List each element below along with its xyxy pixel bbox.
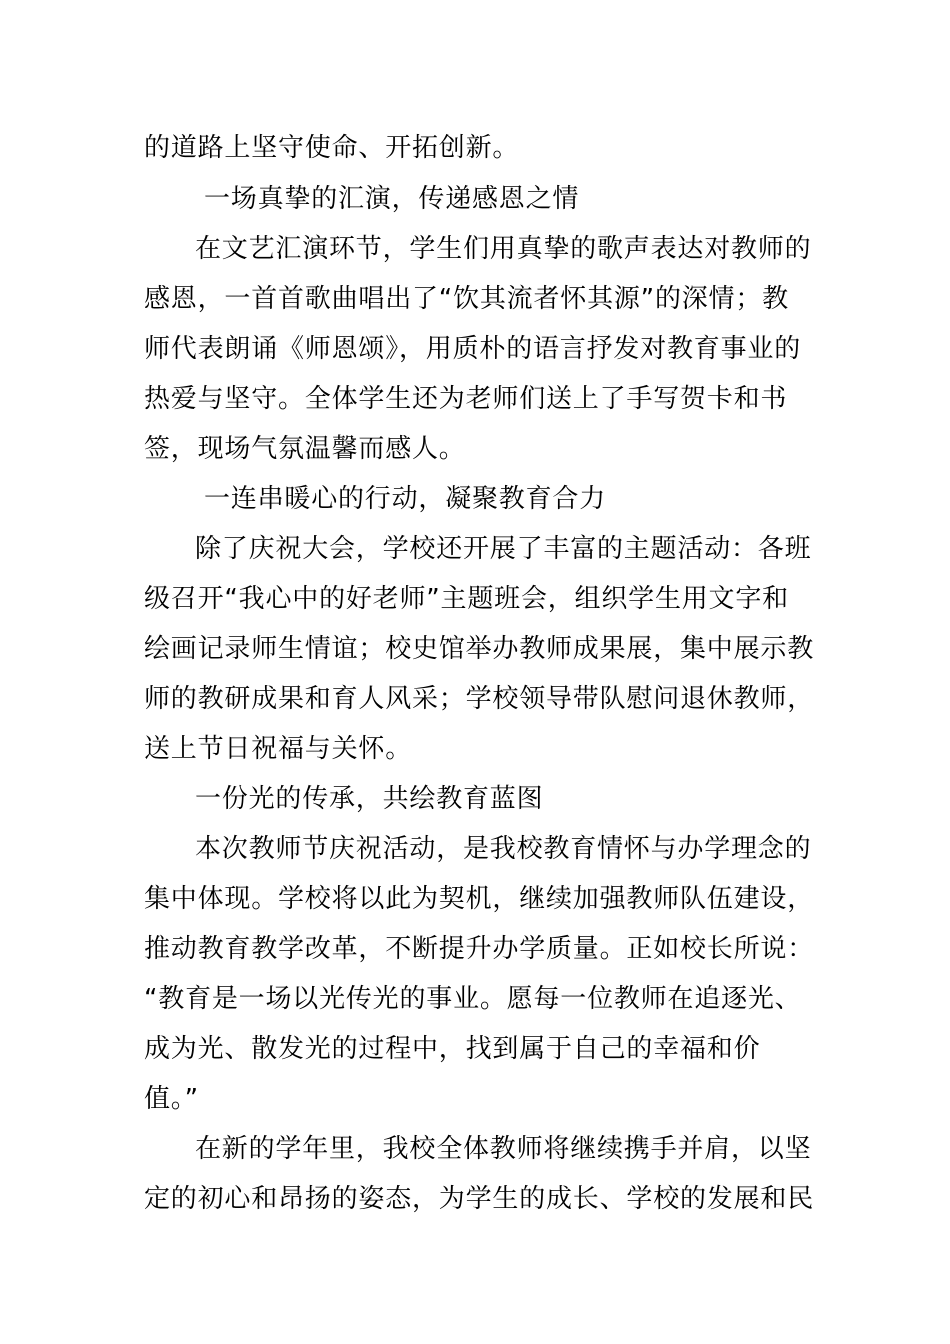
paragraph-line: 在新的学年里，我校全体教师将继续携手并肩，以坚 (195, 1134, 812, 1164)
paragraph-line: 签，现场气氛温馨而感人。 (144, 434, 466, 464)
paragraph-line: 师代表朗诵《师恩颂》，用质朴的语言抒发对教育事业的 (144, 334, 802, 364)
section-heading: 一连串暖心的行动，凝聚教育合力 (204, 484, 607, 514)
paragraph-line: 集中体现。学校将以此为契机，继续加强教师队伍建设， (144, 884, 815, 914)
paragraph-line: 本次教师节庆祝活动，是我校教育情怀与办学理念的 (195, 834, 812, 864)
paragraph-line: 推动教育教学改革，不断提升办学质量。正如校长所说： (144, 934, 815, 964)
paragraph-line: 除了庆祝大会，学校还开展了丰富的主题活动：各班 (195, 534, 812, 564)
paragraph-line: 送上节日祝福与关怀。 (144, 734, 413, 764)
section-heading: 一份光的传承，共绘教育蓝图 (195, 784, 544, 814)
paragraph-line: 定的初心和昂扬的姿态，为学生的成长、学校的发展和民 (144, 1184, 815, 1214)
paragraph-line: 绘画记录师生情谊；校史馆举办教师成果展，集中展示教 (144, 634, 815, 664)
paragraph-line: “教育是一场以光传光的事业。愿每一位教师在追逐光、 (144, 984, 802, 1014)
paragraph-line: 热爱与坚守。全体学生还为老师们送上了手写贺卡和书 (144, 384, 788, 414)
paragraph-line: 在文艺汇演环节，学生们用真挚的歌声表达对教师的 (195, 234, 812, 264)
paragraph-line: 师的教研成果和育人风采；学校领导带队慰问退休教师， (144, 684, 815, 714)
paragraph-line: 级召开“我心中的好老师”主题班会，组织学生用文字和 (144, 584, 789, 614)
paragraph-line: 值。” (144, 1084, 199, 1114)
paragraph-line: 感恩，一首首歌曲唱出了“饮其流者怀其源”的深情；教 (144, 284, 789, 314)
section-heading: 一场真挚的汇演，传递感恩之情 (204, 184, 580, 214)
paragraph-line: 成为光、散发光的过程中，找到属于自己的幸福和价 (144, 1034, 761, 1064)
paragraph-line: 的道路上坚守使命、开拓创新。 (144, 133, 520, 163)
